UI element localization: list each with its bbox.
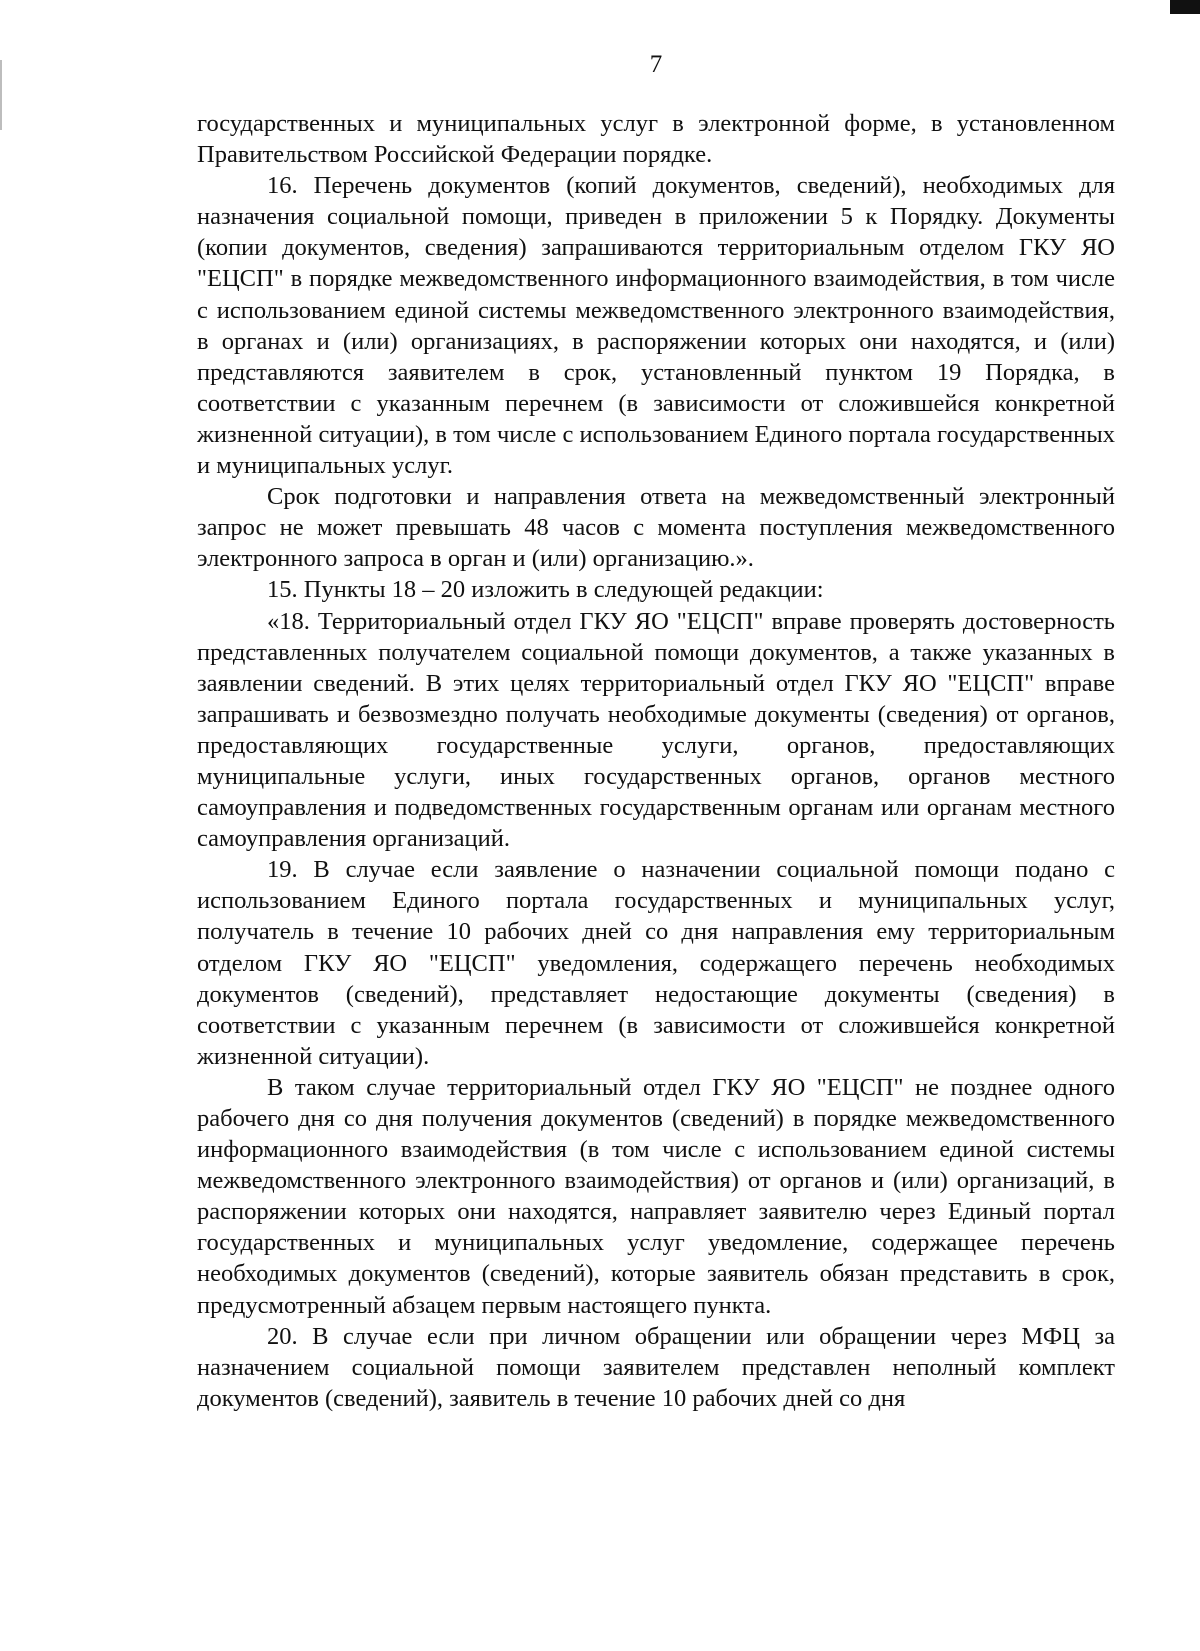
paragraph-item-20: 20. В случае если при личном обращении или обращении через МФЦ за назначением социальной помощи заявителем представлен неполный комплект документов (сведений), заявитель в течение 10 рабочих дней со дня <box>197 1322 1115 1412</box>
scan-edge-mark <box>1170 0 1200 14</box>
paragraph-item-19: 19. В случае если заявление о назначении социальной помощи подано с использованием Единого портала государственных и муниципальных услуг, получатель в течение 10 рабочих дней со дня направления ему территориальным отделом ГКУ ЯО "ЕЦСП" уведомления, содержащего перечень необходимых документов (сведений), представляет недостающие документы (сведения) в соответствии с указанным перечнем (в зависимости от сложившейся конкретной жизненной ситуации). <box>197 856 1115 1070</box>
paragraph-item-18: «18. Территориальный отдел ГКУ ЯО "ЕЦСП" вправе проверять достоверность представленных получателем социальной помощи документов, а также указанных в заявлении сведений. В этих целях территориальный отдел ГКУ ЯО "ЕЦСП" вправе запрашивать и безвозмездно получать необходимые документы (сведения) от органов, предоставляющих государственные услуги, органов, предоставляющих муниципальные услуги, иных государственных органов, органов местного самоуправления и подведомственных государственным органам или органам местного самоуправления организаций. <box>197 607 1115 853</box>
document-body <box>197 108 1115 1414</box>
paragraph-amendment-15: 15. Пункты 18 – 20 изложить в следующей редакции: <box>267 576 824 604</box>
paragraph-request-deadline: Срок подготовки и направления ответа на межведомственный электронный запрос не может превышать 48 часов с момента поступления межведомственного электронного запроса в орган и (или) организацию.». <box>197 483 1115 573</box>
paragraph-item-19-notice: В таком случае территориальный отдел ГКУ ЯО "ЕЦСП" не позднее одного рабочего дня со дня получения документов (сведений) в порядке межведомственного информационного взаимодействия (в том числе с использованием единой системы межведомственного электронного взаимодействия) от органов и (или) организаций, в распоряжении которых они находятся, направляет заявителю через Единый портал государственных и муниципальных услуг уведомление, содержащее перечень необходимых документов (сведений), которые заявитель обязан представить в срок, предусмотренный абзацем первым настоящего пункта. <box>197 1073 1115 1319</box>
paragraph-item-16: 16. Перечень документов (копий документов, сведений), необходимых для назначения социальной помощи, приведен в приложении 5 к Порядку. Документы (копии документов, сведения) запрашиваются территориальным отделом ГКУ ЯО "ЕЦСП" в порядке межведомственного информационного взаимодействия, в том числе с использованием единой системы межведомственного электронного взаимодействия, в органах и (или) организациях, в распоряжении которых они находятся, и (или) представляются заявителем в срок, установленный пунктом 19 Порядка, в соответствии с указанным перечнем (в зависимости от сложившейся конкретной жизненной ситуации), в том числе с использованием Единого портала государственных и муниципальных услуг. <box>197 172 1115 480</box>
page-number: 7 <box>649 51 663 78</box>
paragraph-continuation: государственных и муниципальных услуг в электронной форме, в установленном Правительством Российской Федерации порядке. <box>197 110 1115 169</box>
